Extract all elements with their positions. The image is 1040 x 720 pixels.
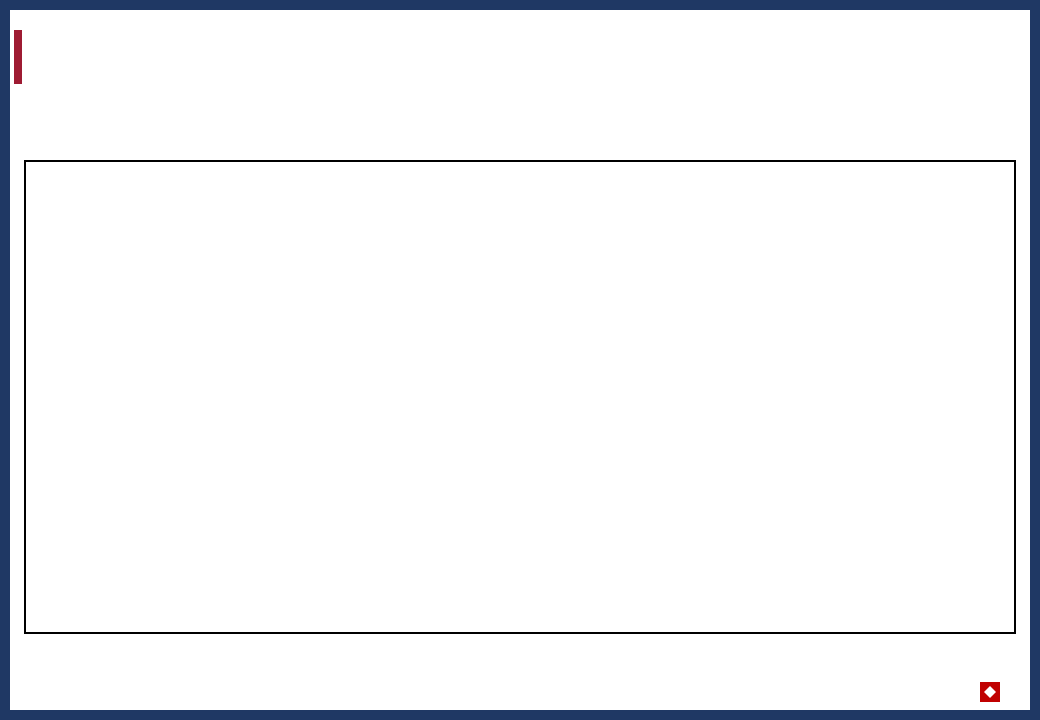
frame-bottom-border <box>0 710 1040 720</box>
frame-left-border <box>0 0 10 720</box>
frame-top-border <box>0 0 1040 10</box>
title-accent-bar <box>14 30 22 84</box>
frame-right-border <box>1030 0 1040 720</box>
market-performance-table <box>24 160 1016 634</box>
logo-diamond-icon <box>980 682 1000 702</box>
logo <box>980 682 1006 702</box>
